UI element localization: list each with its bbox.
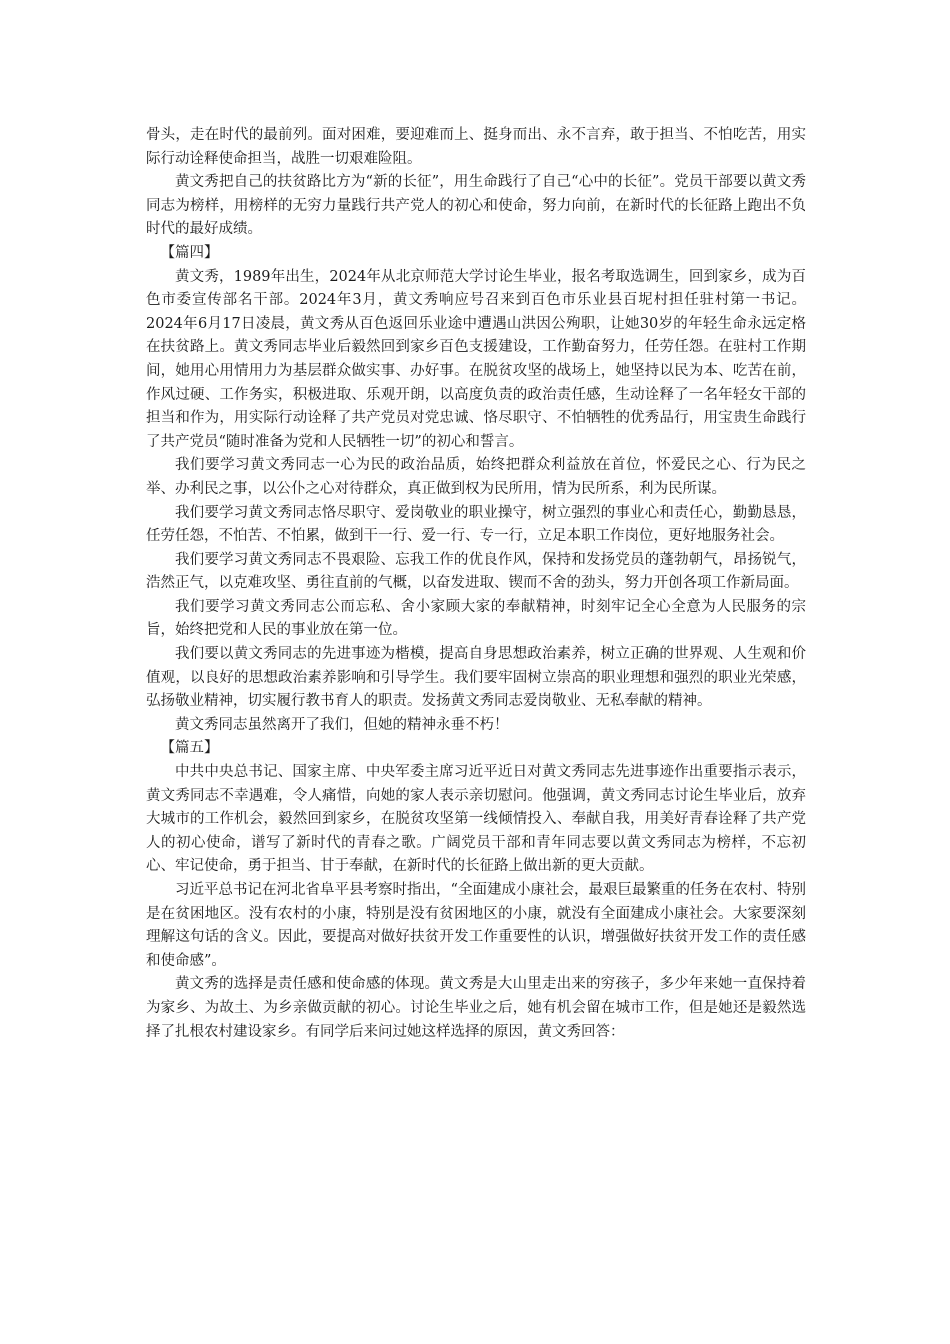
paragraph: 我们要以黄文秀同志的先进事迹为楷模，提高自身思想政治素养，树立正确的世界观、人生观和价值观，以良好的思想政治素养影响和引导学生。我们要牢固树立崇高的职业理想和强烈的职业光荣感，弘扬敬业精神，切实履行教书育人的职责。发扬黄文秀同志爱岗敬业、无私奉献的精神。 — [146, 646, 806, 710]
paragraph: 我们要学习黄文秀同志不畏艰险、忘我工作的优良作风，保持和发扬党员的蓬勃朝气，昂扬锐气，浩然正气，以克难攻坚、勇往直前的气概，以奋发进取、锲而不舍的劲头，努力开创各项工作新局面。 — [146, 551, 806, 592]
paragraph: 习近平总书记在河北省阜平县考察时指出，“全面建成小康社会，最艰巨最繁重的任务在农村、特别是在贫困地区。没有农村的小康，特别是没有贫困地区的小康，就没有全面建成小康社会。大家要深刻理解这句话的含义。因此，要提高对做好扶贫开发工作重要性的认识，增强做好扶贫开发工作的责任感和使命感”。 — [146, 882, 806, 969]
paragraph: 黄文秀，1989年出生，2024年从北京师范大学讨论生毕业，报名考取选调生，回到家乡，成为百色市委宣传部名干部。2024年3月，黄文秀响应号召来到百色市乐业县百坭村担任驻村第一书记。2024年6月17日凌晨，黄文秀从百色返回乐业途中遭遇山洪因公殉职，让她30岁的年轻生命永远定格在扶贫路上。黄文秀同志毕业后毅然回到家乡百色支援建设，工作勤奋努力，任劳任怨。在驻村工作期间，她用心用情用力为基层群众做实事、办好事。在脱贫攻坚的战场上，她坚持以民为本、吃苦在前，作风过硬、工作务实，积极进取、乐观开朗，以高度负责的政治责任感，生动诠释了一名年轻女干部的担当和作为，用实际行动诠释了共产党员对党忠诚、恪尽职守、不怕牺牲的优秀品行，用宝贵生命践行了共产党员“随时准备为党和人民牺牲一切”的初心和誓言。 — [146, 268, 806, 450]
section-heading: 【篇四】 — [160, 244, 219, 261]
paragraph: 黄文秀的选择是责任感和使命感的体现。黄文秀是大山里走出来的穷孩子，多少年来她一直保持着为家乡、为故土、为乡亲做贡献的初心。讨论生毕业之后，她有机会留在城市工作，但是她还是毅然选择了扎根农村建设家乡。有同学后来问过她这样选择的原因，黄文秀回答： — [146, 976, 806, 1040]
paragraph: 我们要学习黄文秀同志公而忘私、舍小家顾大家的奉献精神，时刻牢记全心全意为人民服务的宗旨，始终把党和人民的事业放在第一位。 — [146, 598, 806, 639]
paragraph: 黄文秀同志虽然离开了我们，但她的精神永垂不朽！ — [175, 716, 509, 733]
paragraph: 黄文秀把自己的扶贫路比方为“新的长征”，用生命践行了自己“心中的长征”。党员干部要以黄文秀同志为榜样，用榜样的无穷力量践行共产党人的初心和使命，努力向前，在新时代的长征路上跑出不负时代的最好成绩。 — [146, 174, 806, 238]
section-heading: 【篇五】 — [160, 740, 219, 757]
paragraph: 我们要学习黄文秀同志恪尽职守、爱岗敬业的职业操守，树立强烈的事业心和责任心，勤勤恳恳，任劳任怨，不怕苦、不怕累，做到干一行、爱一行、专一行，立足本职工作岗位，更好地服务社会。 — [146, 504, 806, 545]
paragraph: 我们要学习黄文秀同志一心为民的政治品质，始终把群众利益放在首位，怀爱民之心、行为民之举、办利民之事，以公仆之心对待群众，真正做到权为民所用，情为民所系，利为民所谋。 — [146, 457, 806, 497]
document-body — [146, 124, 806, 1044]
paragraph: 骨头，走在时代的最前列。面对困难，要迎难而上、挺身而出、永不言弃，敢于担当、不怕吃苦，用实际行动诠释使命担当，战胜一切艰难险阻。 — [146, 127, 806, 167]
paragraph: 中共中央总书记、国家主席、中央军委主席习近平近日对黄文秀同志先进事迹作出重要指示表示，黄文秀同志不幸遇难，令人痛惜，向她的家人表示亲切慰问。他强调，黄文秀同志讨论生毕业后，放弃大城市的工作机会，毅然回到家乡，在脱贫攻坚第一线倾情投入、奉献自我，用美好青春诠释了共产党人的初心使命，谱写了新时代的青春之歌。广阔党员干部和青年同志要以黄文秀同志为榜样，不忘初心、牢记使命，勇于担当、甘于奉献，在新时代的长征路上做出新的更大贡献。 — [146, 764, 806, 875]
